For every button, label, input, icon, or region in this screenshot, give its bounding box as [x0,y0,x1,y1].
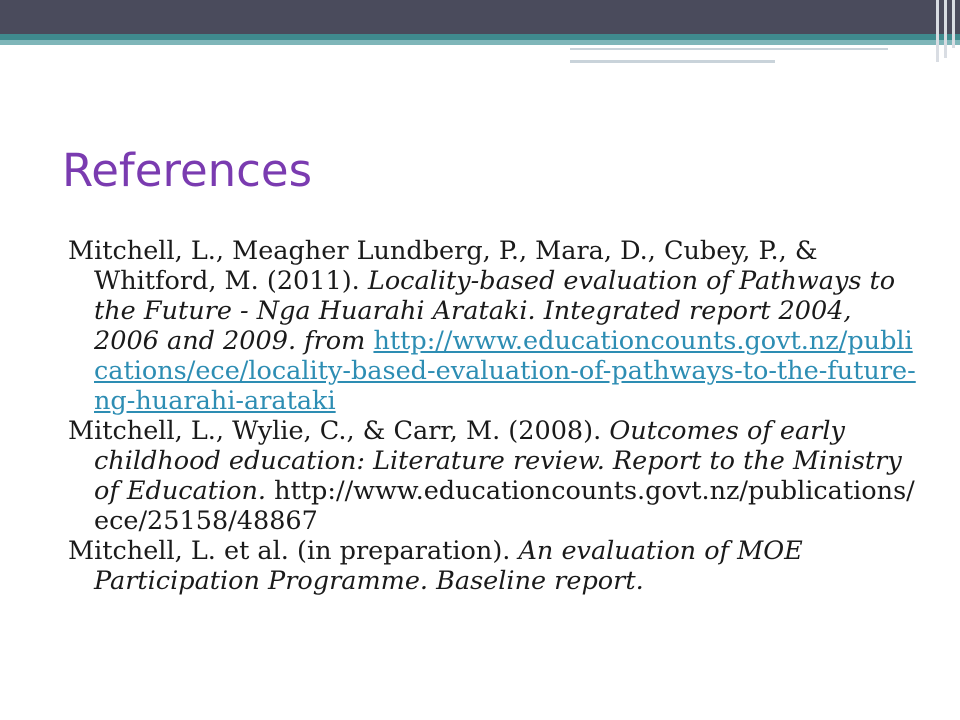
reference-link[interactable]: http://www.educationcounts.govt.nz/publications/ece/locality-based-evaluation-of-pathways-to-the-future-ng-huarahi-arataki [94,326,916,416]
reference-title: Outcomes of early childhood education: Literature review. Report to the Ministry of Education. [94,416,902,506]
decorative-vertical-line [952,0,955,48]
reference-authors: Mitchell, L., Meagher Lundberg, P., Mara, D., Cubey, P., & Whitford, M. (2011). [68,236,818,296]
reference-title: An evaluation of MOE Participation Programme. Baseline report. [94,536,803,596]
reference-item [68,236,918,416]
decorative-line [570,60,775,63]
reference-list [68,236,918,596]
reference-item [68,416,918,536]
header-accent-stripe-light [0,40,960,45]
header-bar [0,0,960,34]
reference-title: Locality-based evaluation of Pathways to the Future - Nga Huarahi Arataki. Integrated report 2004, 2006 and 2009. [94,266,896,356]
decorative-vertical-line [936,0,939,62]
reference-authors: Mitchell, L. et al. (in preparation). [68,536,511,566]
reference-from: from [304,326,366,356]
slide-title: References [62,144,313,197]
reference-url-text: http://www.educationcounts.govt.nz/publications/ece/25158/48867 [94,476,915,536]
decorative-line [570,48,888,50]
decorative-vertical-line [944,0,947,58]
reference-authors: Mitchell, L., Wylie, C., & Carr, M. (2008). [68,416,602,446]
reference-item [68,536,918,596]
